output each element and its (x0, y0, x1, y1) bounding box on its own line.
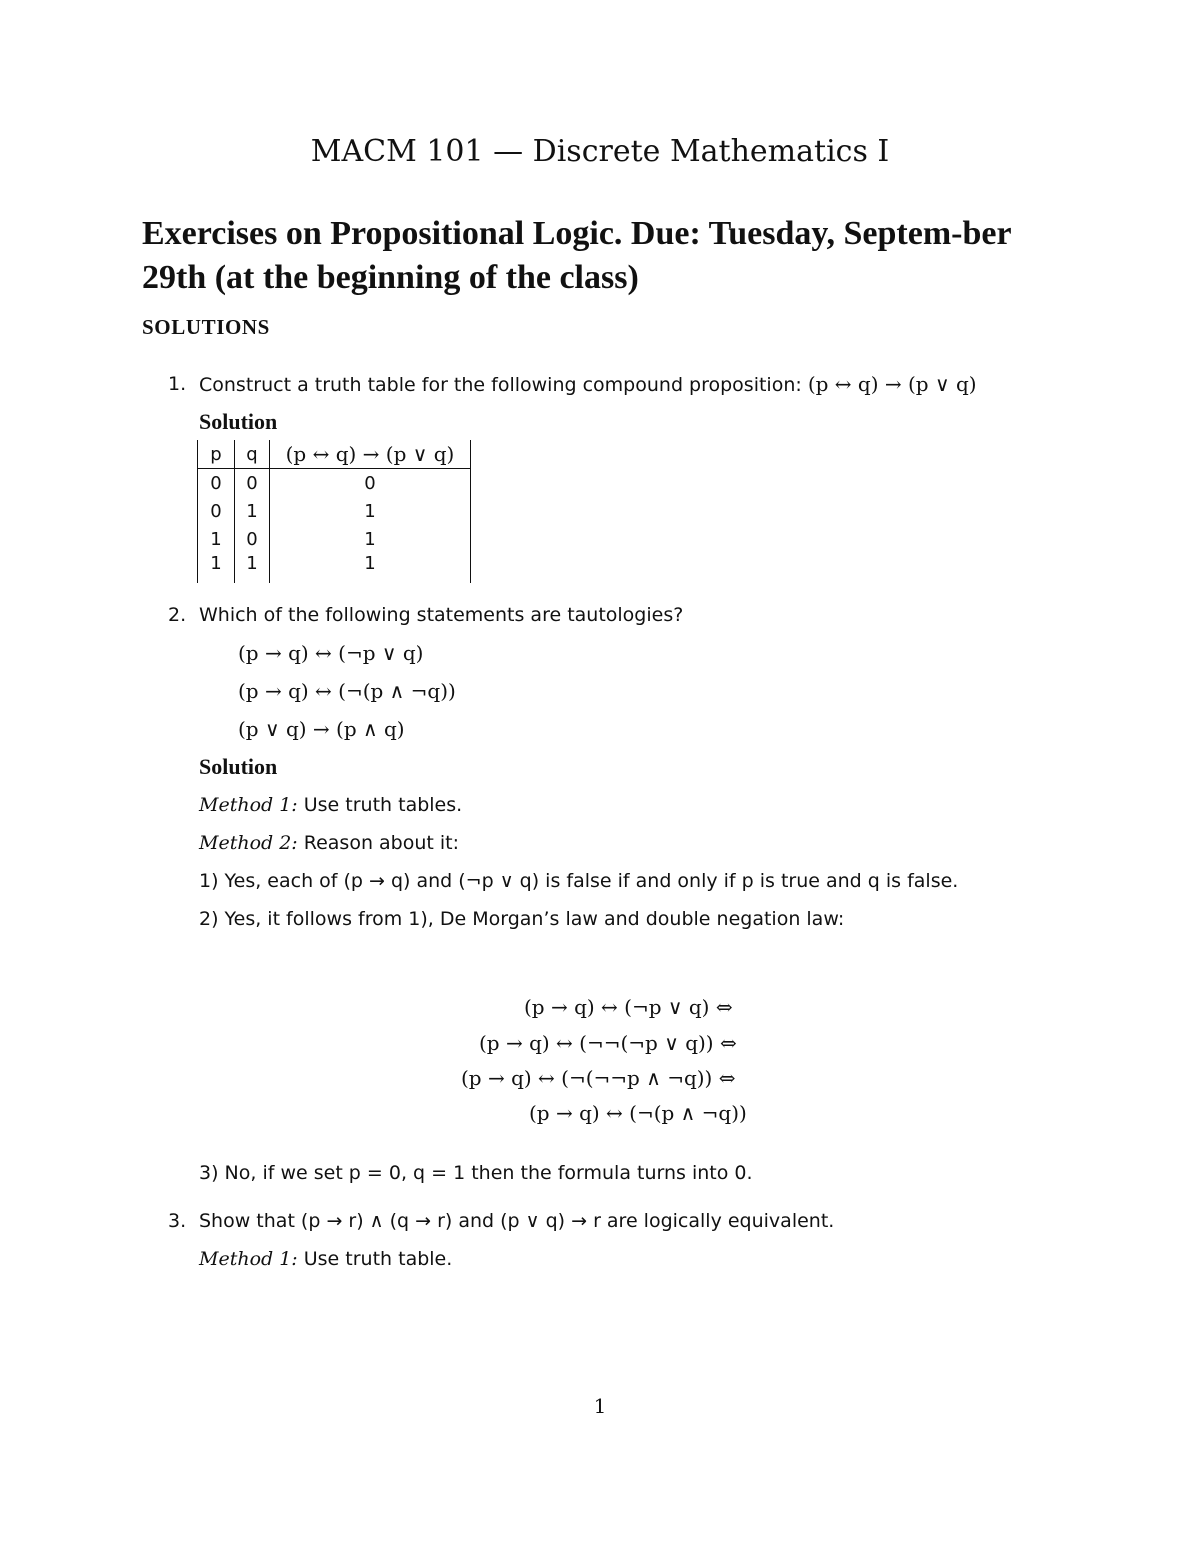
table-row (198, 497, 471, 525)
derivation-line: (p → q) ↔ (¬(¬¬p ∧ ¬q)) ⇔ (461, 1066, 736, 1090)
q2-number: 2. (168, 604, 187, 626)
cell-q: 0 (235, 525, 270, 553)
cell-q: 1 (235, 553, 270, 583)
truth-table (197, 440, 471, 583)
q1-solution-label: Solution (199, 409, 278, 434)
cell-q: 1 (235, 497, 270, 525)
cell-p: 1 (198, 525, 235, 553)
q1-number: 1. (168, 373, 187, 395)
q2-statement: (p → q) ↔ (¬(p ∧ ¬q)) (238, 679, 456, 703)
q3-method1 (199, 1247, 452, 1271)
cell-result: 0 (270, 469, 471, 498)
table-row (198, 553, 471, 583)
exercise-heading: Exercises on Propositional Logic. Due: Tuesday, Septem-ber 29th (at the beginning of the class) (142, 215, 1011, 296)
q1-text (199, 372, 977, 397)
derivation-line: (p → q) ↔ (¬p ∨ q) ⇔ (524, 995, 733, 1019)
table-row (198, 469, 471, 498)
q2-text: Which of the following statements are tautologies? (199, 604, 684, 626)
header-p: p (198, 440, 235, 469)
q2-answer-3: 3) No, if we set p = 0, q = 1 then the formula turns into 0. (199, 1162, 753, 1184)
cell-q: 0 (235, 469, 270, 498)
cell-result: 1 (270, 525, 471, 553)
cell-p: 1 (198, 553, 235, 583)
method1-text: Use truth tables. (303, 794, 463, 816)
q3-text: Show that (p → r) ∧ (q → r) and (p ∨ q) → r are logically equivalent. (199, 1210, 835, 1232)
cell-result: 1 (270, 553, 471, 583)
q2-statement: (p → q) ↔ (¬p ∨ q) (238, 641, 424, 665)
header-formula: (p ↔ q) → (p ∨ q) (270, 440, 471, 469)
truth-table-header (198, 440, 471, 469)
document-title: MACM 101 — Discrete Mathematics I (310, 134, 890, 169)
q3-number: 3. (168, 1210, 187, 1232)
derivation-line: (p → q) ↔ (¬¬(¬p ∨ q)) ⇔ (479, 1031, 737, 1055)
cell-result: 1 (270, 497, 471, 525)
solutions-label: SOLUTIONS (142, 315, 270, 339)
q2-method2 (199, 831, 459, 855)
method1-label: Method 1: (199, 794, 298, 816)
q1-formula: (p ↔ q) → (p ∨ q) (807, 372, 977, 396)
header-q: q (235, 440, 270, 469)
cell-p: 0 (198, 497, 235, 525)
q2-answer-2: 2) Yes, it follows from 1), De Morgan’s law and double negation law: (199, 908, 845, 930)
page-number: 1 (593, 1394, 607, 1418)
q2-solution-label: Solution (199, 754, 278, 779)
q2-answer-1: 1) Yes, each of (p → q) and (¬p ∨ q) is false if and only if p is true and q is false. (199, 870, 959, 892)
q1-prompt: Construct a truth table for the following compound proposition: (199, 374, 802, 396)
q2-method1 (199, 793, 462, 817)
table-row (198, 525, 471, 553)
method2-label: Method 2: (199, 832, 298, 854)
q2-statement: (p ∨ q) → (p ∧ q) (238, 717, 405, 741)
derivation-line: (p → q) ↔ (¬(p ∧ ¬q)) (529, 1101, 747, 1125)
method2-text: Reason about it: (303, 832, 460, 854)
method1-label: Method 1: (199, 1248, 298, 1270)
method1-text: Use truth table. (303, 1248, 453, 1270)
cell-p: 0 (198, 469, 235, 498)
